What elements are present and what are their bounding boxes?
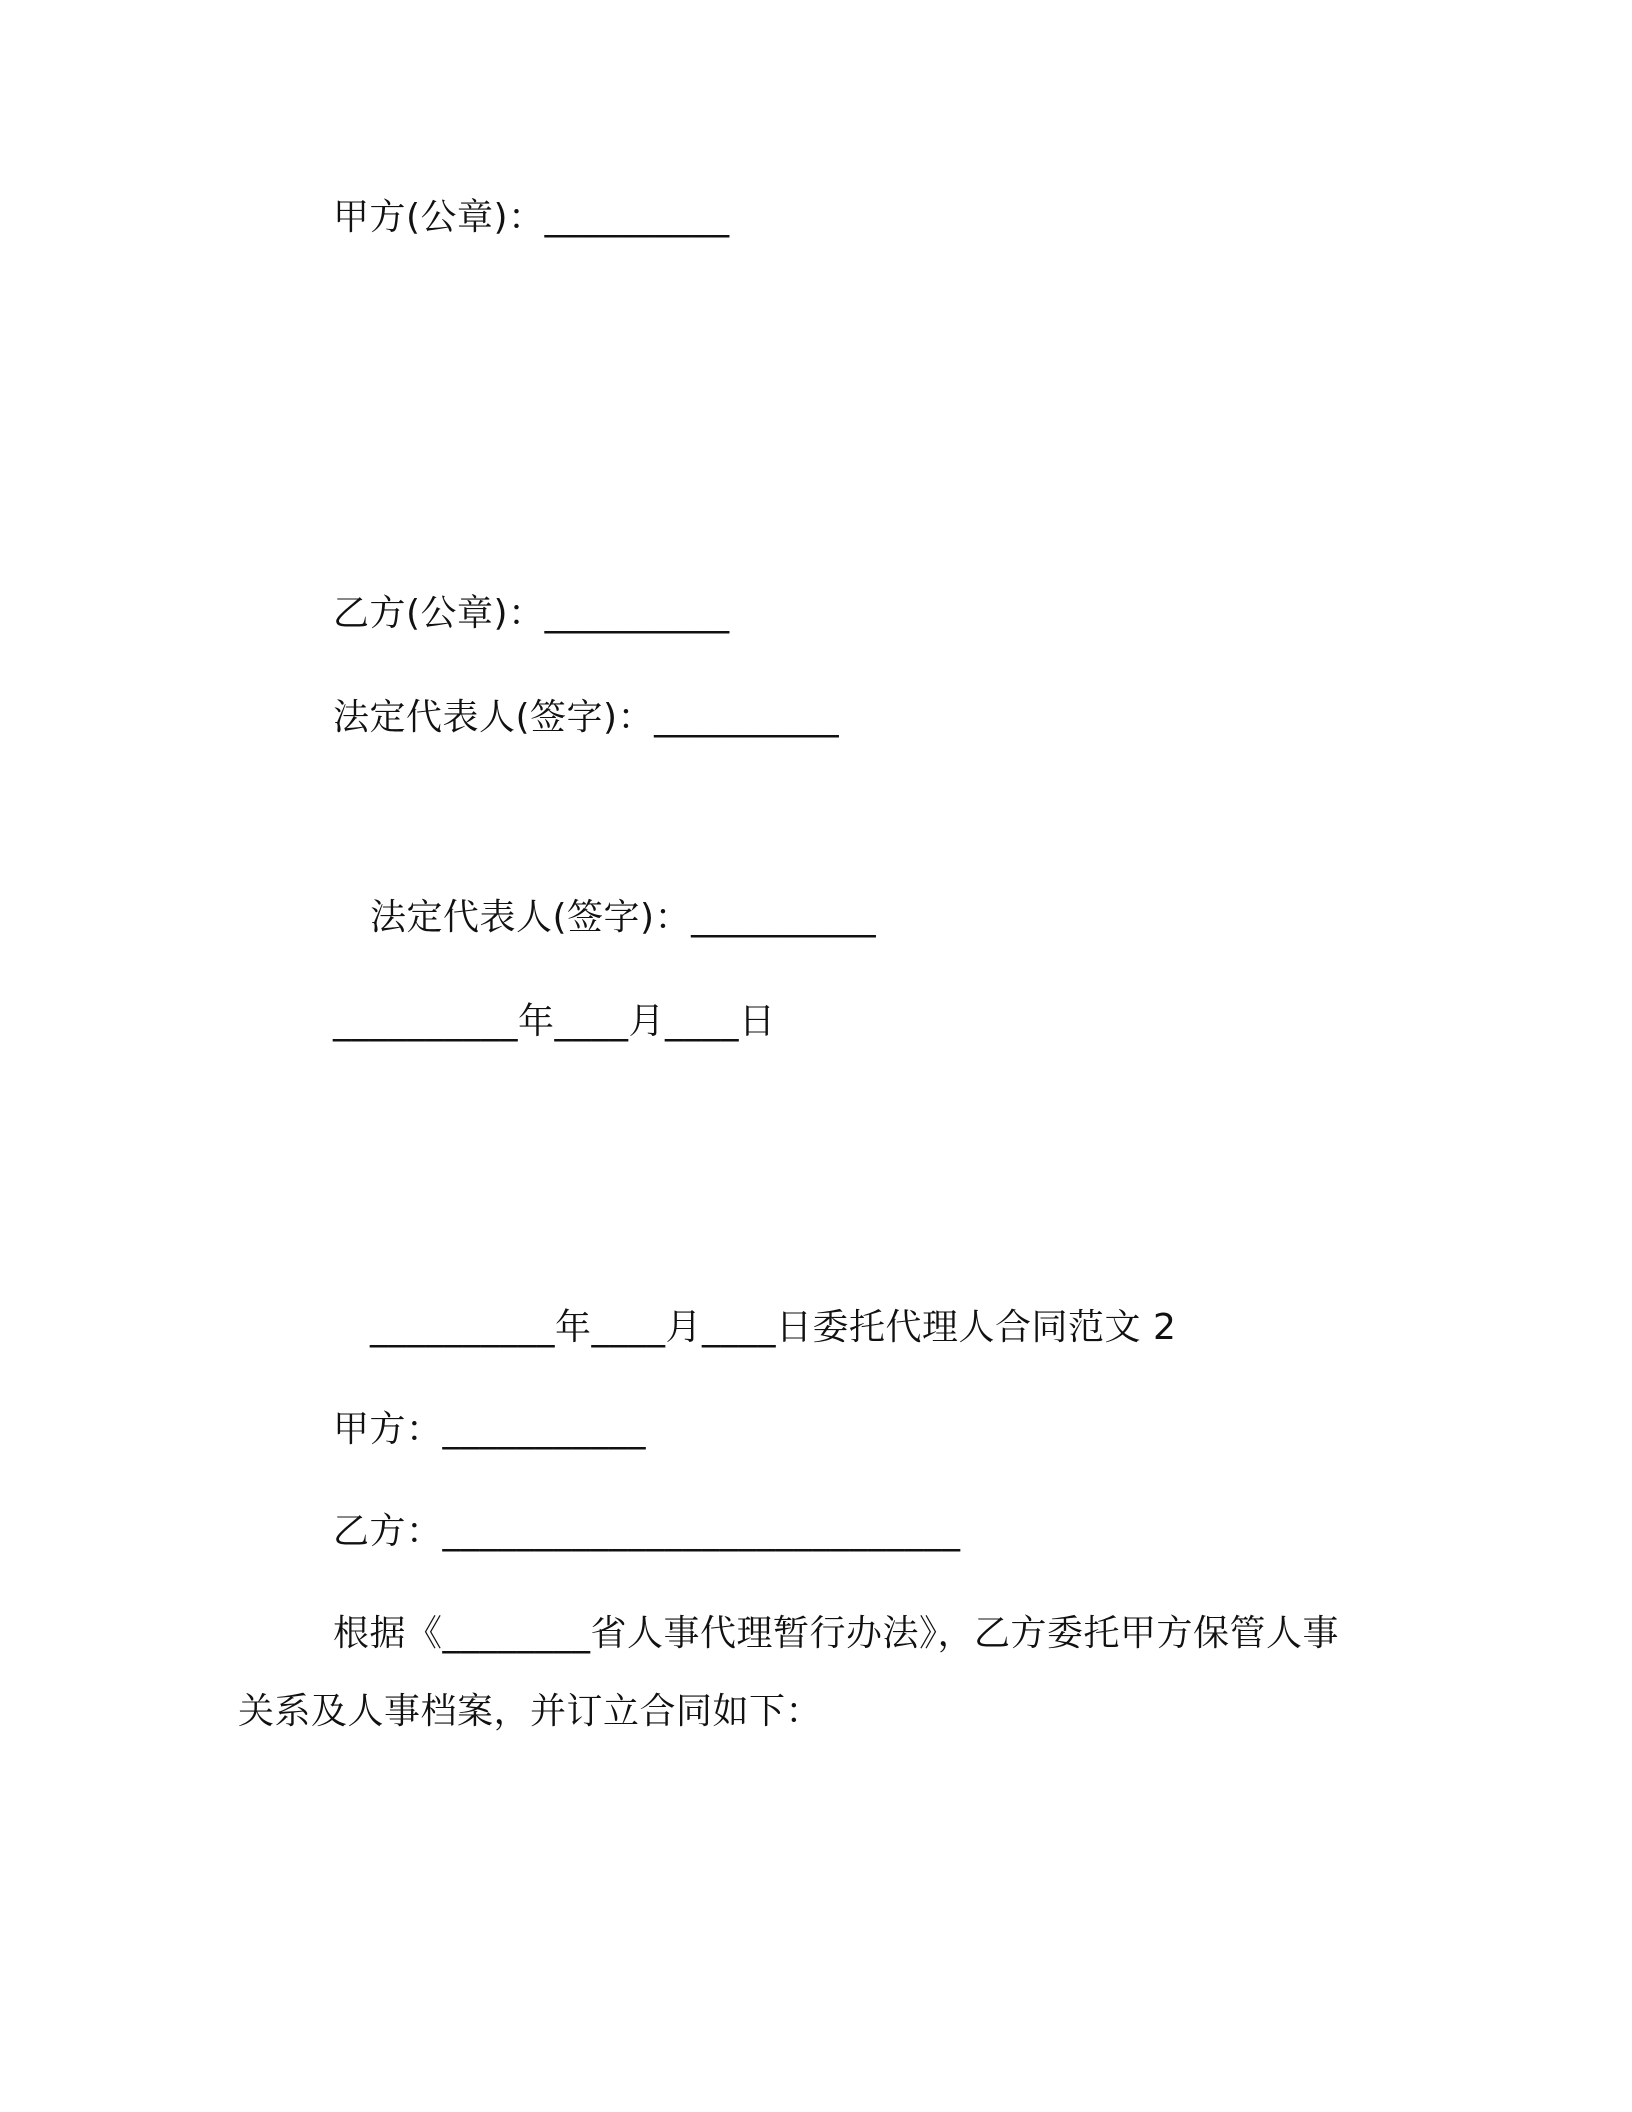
party-a-line: 甲方：___________: [333, 1409, 647, 1450]
party-b-seal-line: 乙方(公章)：__________: [333, 593, 730, 634]
party-a-seal-line: 甲方(公章)：__________: [333, 197, 730, 238]
party-b-line: 乙方：____________________________: [333, 1511, 961, 1552]
date-line: __________年____月____日: [333, 1001, 776, 1042]
legal-rep-signature-line-2: 法定代表人(签字)：__________: [370, 897, 877, 938]
legal-rep-signature-line-1: 法定代表人(签字)：__________: [333, 697, 840, 738]
contract-title-line: __________年____月____日委托代理人合同范文 2: [370, 1307, 1177, 1348]
paragraph-line-2: 关系及人事档案，并订立合同如下：: [238, 1691, 823, 1732]
paragraph-line-1: 根据《________省人事代理暂行办法》，乙方委托甲方保管人事: [333, 1613, 1340, 1654]
